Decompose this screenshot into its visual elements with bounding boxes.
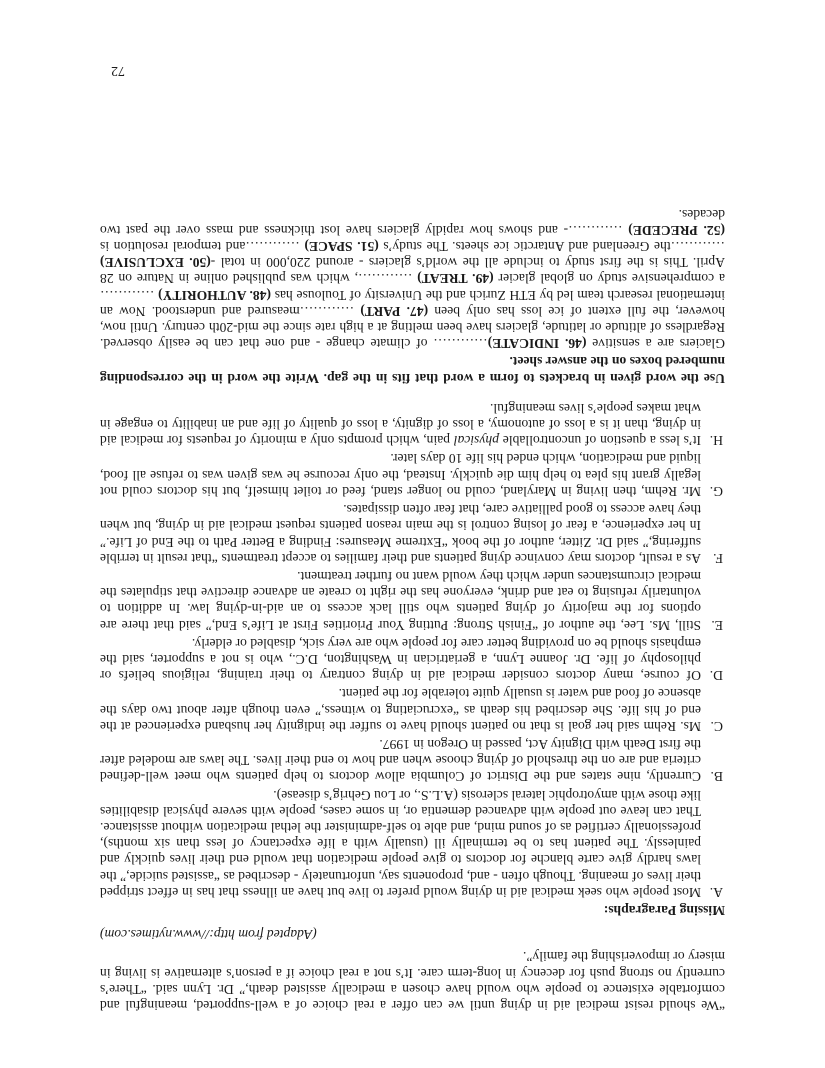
paragraph-letter: C.: [710, 718, 723, 734]
cloze-instructions: Use the word given in brackets to form a word that fits in the gap. Write the word in the corresponding numbered boxes on the answer sheet.: [100, 354, 725, 386]
missing-paragraph-d: [100, 635, 725, 684]
page-number: 72: [111, 63, 125, 78]
paragraph-text-part: It’s less a question of uncontrollable: [499, 433, 701, 449]
cloze-cue-51: (51. SPACE): [304, 239, 379, 255]
missing-paragraph-a: [100, 786, 725, 899]
paragraph-letter: A.: [709, 884, 723, 900]
paragraph-letter: B.: [710, 769, 723, 785]
paragraph-letter: D.: [709, 668, 723, 684]
missing-paragraph-h: [100, 400, 725, 449]
cloze-text: ………… of climate change - and one that can be easily observed. Regardless of altitude or latitude, glaciers have been melting at a high rate since the mid-20th century. Until now, however, the full extent of ice loss has only been: [100, 303, 725, 352]
missing-paragraph-g: [100, 450, 725, 499]
cloze-text: …………measured and understood. Now an international research team led by ETH Zurich and the University of Toulouse has: [100, 287, 725, 319]
emphasized-word: physical: [453, 433, 500, 449]
missing-paragraph-e: [100, 568, 725, 633]
missing-paragraph-b: [100, 736, 725, 785]
cloze-text: …………a comprehensive study on global glacier: [100, 271, 725, 303]
cloze-cue-49: (49. TREAT): [417, 271, 494, 287]
missing-paragraph-c: [100, 685, 725, 734]
cloze-cue-48: (48. AUTHORITY): [158, 287, 271, 303]
cloze-text: …………and temporal resolution is: [100, 239, 305, 255]
paragraph-letter: F.: [713, 550, 723, 566]
cloze-cue-52: (52. PRECEDE): [628, 222, 725, 238]
document-body: [100, 205, 725, 1013]
source-citation: (Adapted from http://www.nytimes.com): [100, 927, 317, 943]
paragraph-text: As a result, doctors may convince dying patients and their families to accept treatments “that result in terrible suffering,” said Dr. Zitter, author of the book “Extreme Measures: Finding a Better Path to the End of Life.” In her experience, a fear of losing control is the main reason patients request medical aid in dying, but when they have access to good palliative care, that fear often dissipates.: [100, 502, 701, 566]
cloze-cue-47: (47. PART): [360, 303, 429, 319]
paragraph-letter: H.: [709, 433, 723, 449]
paragraph-text: Mr. Rehm, then living in Maryland, could no longer stand, feed or toilet himself, but his doctors could not legally grant his plea to help him die quickly. Instead, the only recourse he was given was to refuse all food, liquid and medication, which ended his life 10 days later.: [100, 451, 701, 499]
cloze-text: Glaciers are a sensitive: [586, 336, 725, 352]
paragraph-text: Most people who seek medical aid in dying would prefer to live but have an illness that has in effect stripped their lives of meaning. Though often - and, proponents say, unfortunately - described as “assisted suicide,” the laws hardly give carte blanche for doctors to give people medication that would end their lives quickly and painlessly. The patient has to be terminally ill (usually with a life expectancy of less than six months), professionally certified as of sound mind, and able to self-administer the lethal medication without assistance. That can leave out people with advanced dementia or, in some cases, people with severe physical disabilities like those with amyotrophic lateral sclerosis (A.L.S., or Lou Gehrig’s disease).: [100, 787, 701, 900]
cloze-text: …………the Greenland and Antarctic ice sheets. The study’s: [378, 239, 725, 255]
cloze-text: …………, which was published online in Nature on 28 April. This is the first study to include all the world’s glaciers - around 220,000 in total -: [99, 255, 725, 287]
intro-quote: “We should resist medical aid in dying until we can offer a real choice of a well-supported, meaningful and comfortable existence to people who would have chosen a medically assisted death,” Dr. Lynn said. “There’s currently no strong push for decency in long-term care. It’s not a real choice if a person’s alternative is living in misery or impoverishing the family”.: [100, 949, 725, 1013]
missing-paragraphs-heading: Missing Paragraphs:: [603, 902, 725, 918]
paragraph-text: Of course, many doctors consider medical aid in dying contrary to their training, religious beliefs or philosophy of life. Dr. Joanne Lynn, a geriatrician in Washington, D.C., who is not a supporter, said the emphasis should be on providing better care for people who are very sick, disabled or elderly.: [100, 635, 701, 684]
cloze-cue-46: (46. INDICATE): [487, 336, 587, 352]
paragraph-text: Still, Ms. Lee, the author of “Finish Strong: Putting Your Priorities First at Life’s End,” said that there are options for the majority of dying patients who still lack access to an aid-in-dying law. In addition to voluntarily refusing to eat and drink, everyone has the right to create an advance directive that stipulates the medical circumstances under which they would want no further treatment.: [100, 568, 701, 633]
cloze-cue-50: (50. EXCLUSIVE): [100, 255, 211, 271]
paragraph-letter: G.: [709, 483, 723, 499]
paragraph-text: Currently, nine states and the District of Columbia allow doctors to help patients who meet well-defined criteria and are on the threshold of dying choose when and how to end their lives. The laws are modeled after the first Death with Dignity Act, passed in Oregon in 1997.: [100, 736, 701, 785]
paragraph-text: [100, 400, 701, 449]
paragraph-text-part: pain, which prompts only a minority of requests for medical aid in dying, than it is a loss of autonomy, a loss of dignity, a loss of quality of life and an inability to engage in what makes people’s lives meaningful.: [99, 400, 701, 449]
missing-paragraph-f: [100, 501, 725, 566]
cloze-text: …………- and shows how rapidly glaciers have lost thickness and mass over the past two decades.: [99, 206, 725, 238]
paragraph-text: Ms. Rehm said her goal is that no patient should have to suffer the indignity her husband experienced at the end of his life. She described his death as “excruciating to witness,” even though after about two days the absence of food and water is usually quite tolerable for the patient.: [100, 686, 701, 734]
cloze-passage: [100, 205, 725, 351]
paragraph-letter: E.: [711, 617, 723, 633]
